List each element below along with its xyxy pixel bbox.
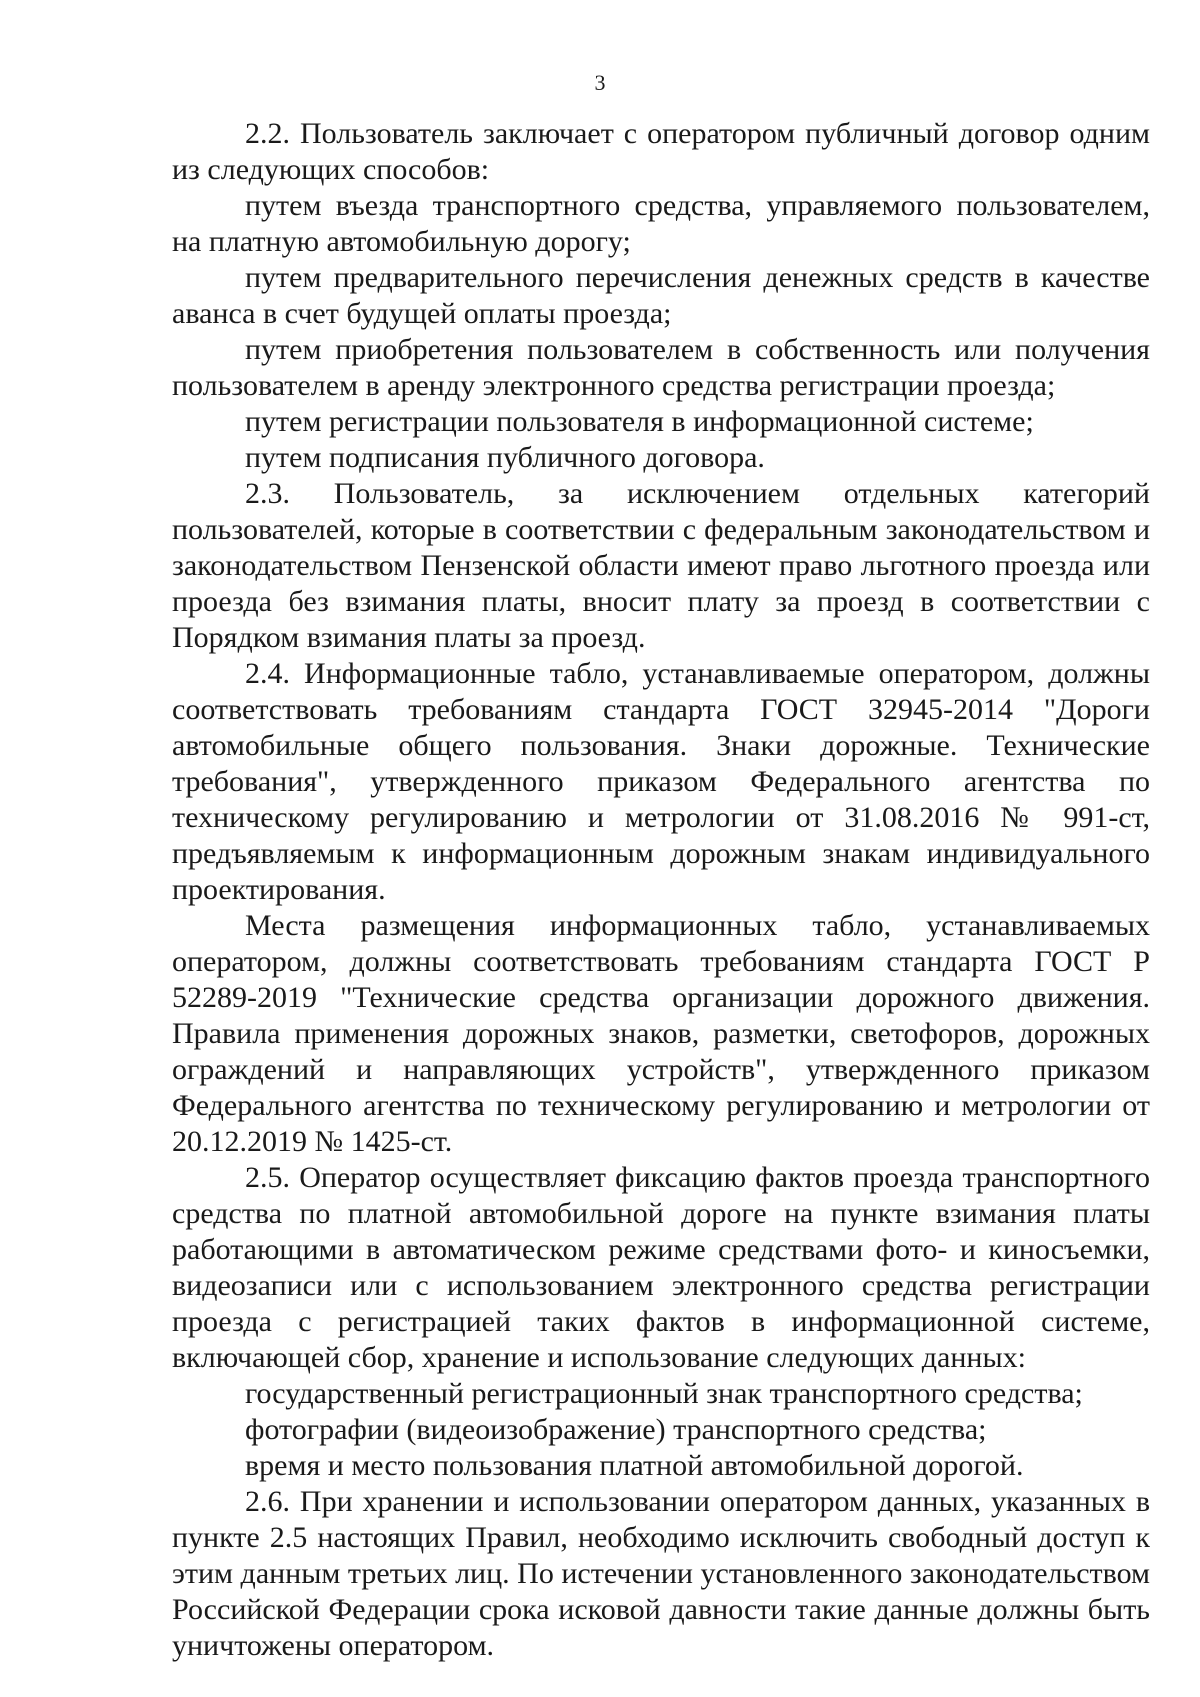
paragraph-board-locations: Места размещения информационных табло, устанавливаемых оператором, должны соответствовать требованиям стандарта ГОСТ Р 52289-2019 "Технические средства организации дорожного движения. Правила применения дорожных знаков, разметки, светофоров, дорожных ограждений и направляющих устройств", утвержденного приказом Федерального агентства по техническому регулированию и метрологии от 20.12.2019 № 1425-ст. (172, 909, 1150, 1158)
paragraph-2-4: 2.4. Информационные табло, устанавливаемые оператором, должны соответствовать требованиям стандарта ГОСТ 32945-2014 "Дороги автомобильные общего пользования. Знаки дорожные. Технические требования", утвержденного приказом Федерального агентства по техническому регулированию и метрологии от 31.08.2016 № 991-ст, предъявляемым к информационным дорожным знакам индивидуального проектирования. (172, 657, 1150, 906)
paragraph-method-registration: путем регистрации пользователя в информационной системе; (245, 405, 1034, 438)
paragraph-method-signing: путем подписания публичного договора. (245, 441, 765, 474)
paragraph-data-time-place: время и место пользования платной автомобильной дорогой. (245, 1449, 1024, 1482)
paragraph-2-5: 2.5. Оператор осуществляет фиксацию фактов проезда транспортного средства по платной автомобильной дороге на пункте взимания платы работающими в автоматическом режиме средствами фото- и киносъемки, видеозаписи или с использованием электронного средства регистрации проезда с регистрацией таких фактов в информационной системе, включающей сбор, хранение и использование следующих данных: (172, 1161, 1150, 1374)
paragraph-data-plate: государственный регистрационный знак транспортного средства; (245, 1377, 1083, 1410)
page-number: 3 (594, 70, 606, 95)
paragraph-data-photo: фотографии (видеоизображение) транспортного средства; (245, 1413, 987, 1446)
paragraph-2-3: 2.3. Пользователь, за исключением отдельных категорий пользователей, которые в соответствии с федеральным законодательством и законодательством Пензенской области имеют право льготного проезда или проезда без взимания платы, вносит плату за проезд в соответствии с Порядком взимания платы за проезд. (172, 477, 1150, 654)
paragraph-2-2: 2.2. Пользователь заключает с оператором публичный договор одним из следующих способов: (172, 117, 1150, 186)
paragraph-method-advance: путем предварительного перечисления денежных средств в качестве аванса в счет будущей оплаты проезда; (172, 261, 1150, 330)
document-body (172, 116, 1150, 1664)
paragraph-method-entry: путем въезда транспортного средства, управляемого пользователем, на платную автомобильную дорогу; (172, 189, 1150, 258)
paragraph-2-6: 2.6. При хранении и использовании оператором данных, указанных в пункте 2.5 настоящих Правил, необходимо исключить свободный доступ к этим данным третьих лиц. По истечении установленного законодательством Российской Федерации срока исковой давности такие данные должны быть уничтожены оператором. (172, 1485, 1150, 1662)
paragraph-method-device: путем приобретения пользователем в собственность или получения пользователем в аренду электронного средства регистрации проезда; (172, 333, 1150, 402)
